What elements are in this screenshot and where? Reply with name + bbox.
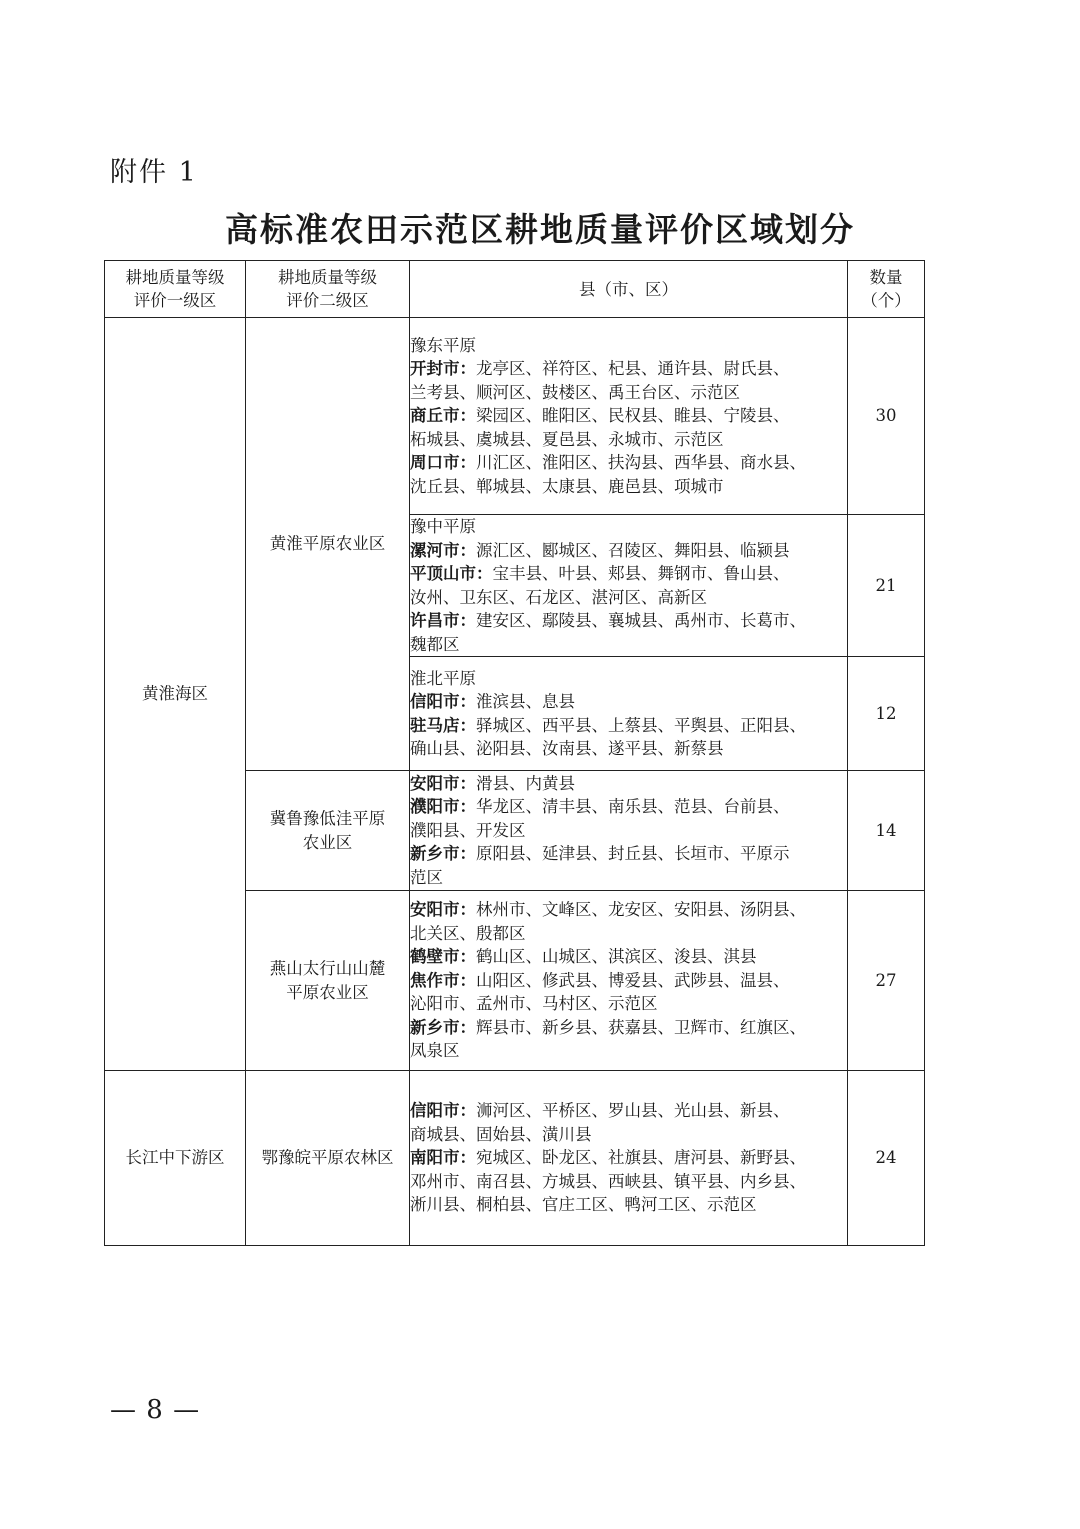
city-name: 许昌市： <box>410 611 476 630</box>
level2-region-line: 冀鲁豫低洼平原 <box>269 808 386 828</box>
region-table <box>104 260 925 1246</box>
county-line <box>410 1146 847 1170</box>
county-line <box>410 1099 847 1123</box>
county-line <box>410 539 847 563</box>
county-line <box>410 586 847 610</box>
county-list: 华龙区、清丰县、南乐县、范县、台前县、 <box>476 797 790 817</box>
county-list: 淮滨县、息县 <box>476 692 575 711</box>
county-list: 兰考县、顺河区、鼓楼区、禹王台区、示范区 <box>410 382 740 402</box>
level2-region-cell <box>246 1071 410 1246</box>
county-count: 24 <box>848 1071 925 1246</box>
county-list: 淅川县、桐柏县、官庄工区、鸭河工区、示范区 <box>410 1195 757 1215</box>
county-list: 辉县市、新乡县、获嘉县、卫辉市、红旗区、 <box>476 1017 806 1037</box>
counties-cell <box>410 1071 848 1246</box>
county-list: 滑县、内黄县 <box>476 773 575 793</box>
county-list: 确山县、泌阳县、汝南县、遂平县、新蔡县 <box>410 739 724 758</box>
subregion-title: 豫东平原 <box>410 335 476 355</box>
level1-region-cell: 黄淮海区 <box>105 318 246 1071</box>
city-name: 驻马店： <box>410 715 476 735</box>
county-line <box>410 945 847 969</box>
county-line <box>410 898 847 922</box>
county-line <box>410 609 847 633</box>
page-number: — 8 — <box>110 1395 201 1425</box>
header-level1-line1: 耕地质量等级 <box>125 268 225 287</box>
header-level1 <box>105 261 246 318</box>
city-name: 新乡市： <box>410 844 476 864</box>
county-line <box>410 992 847 1016</box>
county-line <box>410 795 847 819</box>
table-row <box>105 318 925 515</box>
county-list: 建安区、鄢陵县、襄城县、禹州市、长葛市、 <box>476 611 806 630</box>
county-list: 梁园区、睢阳区、民权县、睢县、宁陵县、 <box>476 406 790 426</box>
city-name: 安阳市： <box>410 773 476 793</box>
county-list: 山阳区、修武县、博爱县、武陟县、温县、 <box>476 970 790 990</box>
county-list: 北关区、殷都区 <box>410 923 526 943</box>
county-line <box>410 475 847 499</box>
county-line <box>410 737 847 761</box>
level2-region-cell <box>246 771 410 891</box>
county-line <box>410 357 847 381</box>
counties-cell <box>410 515 848 657</box>
document-title: 高标准农田示范区耕地质量评价区域划分 <box>225 210 855 249</box>
county-list: 濮阳县、开发区 <box>410 820 526 840</box>
county-line <box>410 428 847 452</box>
county-line <box>410 819 847 843</box>
county-line <box>410 1016 847 1040</box>
header-count <box>848 261 925 318</box>
city-name: 新乡市： <box>410 1017 476 1037</box>
attachment-label: 附件 1 <box>110 157 198 188</box>
county-list: 范区 <box>410 867 443 887</box>
city-name: 平顶山市： <box>410 564 493 583</box>
county-list: 源汇区、郾城区、召陵区、舞阳县、临颍县 <box>476 540 790 560</box>
county-line <box>410 404 847 428</box>
level2-region-cell <box>246 318 410 771</box>
city-name: 漯河市： <box>410 540 476 560</box>
county-count: 30 <box>848 318 925 515</box>
city-name: 信阳市： <box>410 692 476 711</box>
county-list: 沁阳市、孟州市、马村区、示范区 <box>410 994 658 1014</box>
city-name: 安阳市： <box>410 900 476 920</box>
county-line <box>410 969 847 993</box>
header-level2 <box>246 261 410 318</box>
header-counties: 县（市、区） <box>410 261 848 318</box>
county-line <box>410 1193 847 1217</box>
county-count: 12 <box>848 657 925 771</box>
header-level2-line1: 耕地质量等级 <box>278 268 377 287</box>
county-list: 宛城区、卧龙区、社旗县、唐河县、新野县、 <box>476 1148 806 1168</box>
city-name: 焦作市： <box>410 970 476 990</box>
county-list: 原阳县、延津县、封丘县、长垣市、平原示 <box>476 844 790 864</box>
county-list: 浉河区、平桥区、罗山县、光山县、新县、 <box>476 1101 790 1121</box>
county-line <box>410 1039 847 1063</box>
county-line <box>410 866 847 890</box>
table-row <box>105 1071 925 1246</box>
county-list: 驿城区、西平县、上蔡县、平舆县、正阳县、 <box>476 715 806 735</box>
level2-region-line: 黄淮平原农业区 <box>269 534 386 553</box>
subregion-title: 豫中平原 <box>410 517 476 536</box>
level2-region-line: 鄂豫皖平原农林区 <box>261 1148 394 1167</box>
county-list: 凤泉区 <box>410 1041 460 1061</box>
county-list: 魏都区 <box>410 634 460 654</box>
county-count: 27 <box>848 891 925 1071</box>
county-list: 宝丰县、叶县、郏县、舞钢市、鲁山县、 <box>492 564 790 583</box>
header-count-line2: （个） <box>861 291 911 310</box>
level2-region-cell <box>246 891 410 1071</box>
county-list: 汝州、卫东区、石龙区、湛河区、高新区 <box>410 587 707 607</box>
city-name: 濮阳市： <box>410 797 476 817</box>
city-name: 南阳市： <box>410 1148 476 1168</box>
city-name: 信阳市： <box>410 1101 476 1121</box>
counties-cell <box>410 318 848 515</box>
counties-cell <box>410 891 848 1071</box>
county-line <box>410 1170 847 1194</box>
table-body <box>105 318 925 1246</box>
county-line <box>410 1123 847 1147</box>
header-level2-line2: 评价二级区 <box>286 291 369 310</box>
city-name: 开封市： <box>410 359 476 379</box>
city-name: 鹤壁市： <box>410 947 476 967</box>
county-line <box>410 562 847 586</box>
county-list: 林州市、文峰区、龙安区、安阳县、汤阴县、 <box>476 900 806 920</box>
header-count-line1: 数量 <box>869 268 903 287</box>
level2-region-line: 燕山太行山山麓 <box>269 958 386 978</box>
counties-cell <box>410 657 848 771</box>
county-list: 川汇区、淮阳区、扶沟县、西华县、商水县、 <box>476 453 806 473</box>
table-header-row <box>105 261 925 318</box>
subregion-title: 淮北平原 <box>410 668 476 688</box>
header-level1-line2: 评价一级区 <box>133 291 217 310</box>
county-list: 商城县、固始县、潢川县 <box>410 1124 592 1144</box>
county-line <box>410 714 847 738</box>
county-line <box>410 922 847 946</box>
level2-region-line: 农业区 <box>302 832 353 852</box>
county-line <box>410 381 847 405</box>
county-line <box>410 633 847 657</box>
county-list: 沈丘县、郸城县、太康县、鹿邑县、项城市 <box>410 476 724 496</box>
city-name: 商丘市： <box>410 406 476 426</box>
county-list: 邓州市、南召县、方城县、西峡县、镇平县、内乡县、 <box>410 1171 806 1191</box>
county-line <box>410 451 847 475</box>
county-line <box>410 772 847 796</box>
county-count: 21 <box>848 515 925 657</box>
level1-region-cell: 长江中下游区 <box>105 1071 246 1246</box>
county-list: 柘城县、虞城县、夏邑县、永城市、示范区 <box>410 429 724 449</box>
county-count: 14 <box>848 771 925 891</box>
county-list: 龙亭区、祥符区、杞县、通许县、尉氏县、 <box>476 359 790 379</box>
county-list: 鹤山区、山城区、淇滨区、浚县、淇县 <box>476 947 757 967</box>
level2-region-line: 平原农业区 <box>286 982 369 1002</box>
county-line <box>410 690 847 714</box>
counties-cell <box>410 771 848 891</box>
county-line <box>410 842 847 866</box>
city-name: 周口市： <box>410 453 476 473</box>
